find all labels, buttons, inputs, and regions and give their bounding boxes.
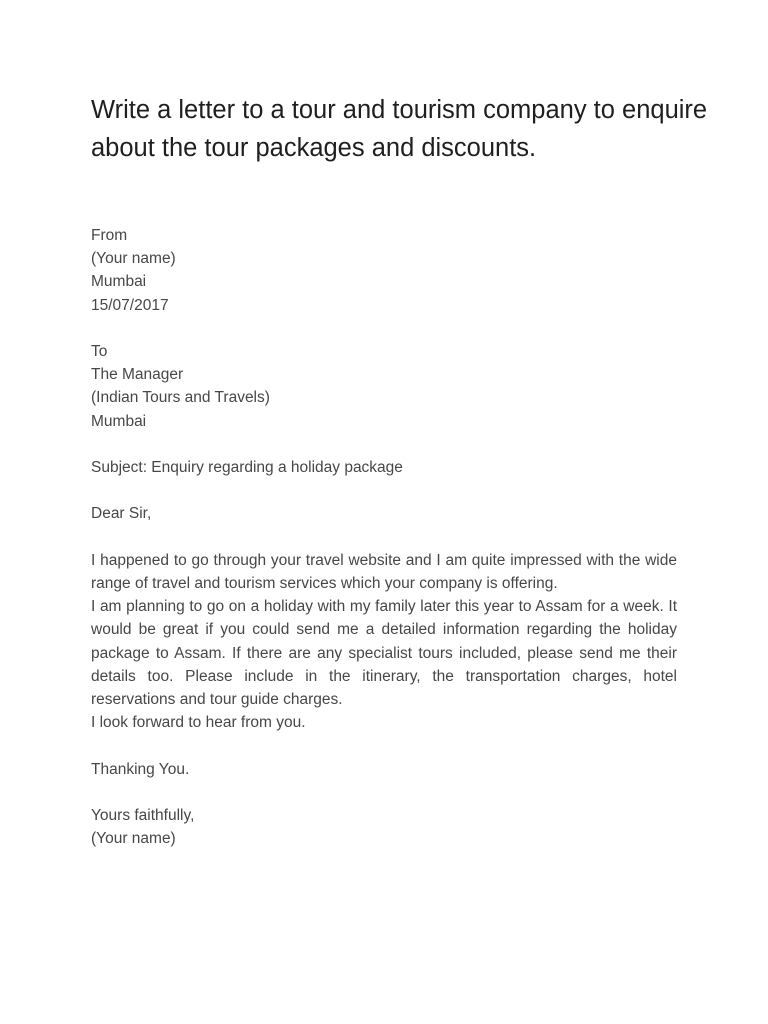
letter-date: 15/07/2017 [91,296,169,314]
recipient-title: The Manager [91,366,184,384]
body-paragraph-1: I happened to go through your travel website and I am quite impressed with the wide range of travel and tourism services which your company is offering. [91,551,677,592]
page-title: Write a letter to a tour and tourism company to enquire about the tour packages and discounts. [91,96,708,162]
sender-block [91,224,677,317]
valediction: Yours faithfully, [91,806,195,824]
sender-city: Mumbai [91,273,147,291]
recipient-block [91,340,677,433]
subject-line: Subject: Enquiry regarding a holiday package [91,459,403,476]
thanks-line: Thanking You. [91,760,190,778]
body-paragraph-2: I am planning to go on a holiday with my family later this year to Assam for a week. It would be great if you could send me a detailed information regarding the holiday package to Assam. If there are any specialist tours included, please send me their details too. Please include in the itinerary, the transportation charges, hotel reservations and tour guide charges. [91,598,677,708]
to-label: To [91,343,108,360]
body-paragraph-3: I look forward to hear from you. [91,714,306,732]
sender-name: (Your name) [91,250,176,268]
closing-block [91,804,677,850]
from-label: From [91,227,128,244]
letter [91,224,677,850]
recipient-city: Mumbai [91,412,147,430]
letter-body [91,549,677,735]
signature-name: (Your name) [91,830,176,848]
salutation: Dear Sir, [91,505,152,523]
recipient-company: (Indian Tours and Travels) [91,389,270,407]
